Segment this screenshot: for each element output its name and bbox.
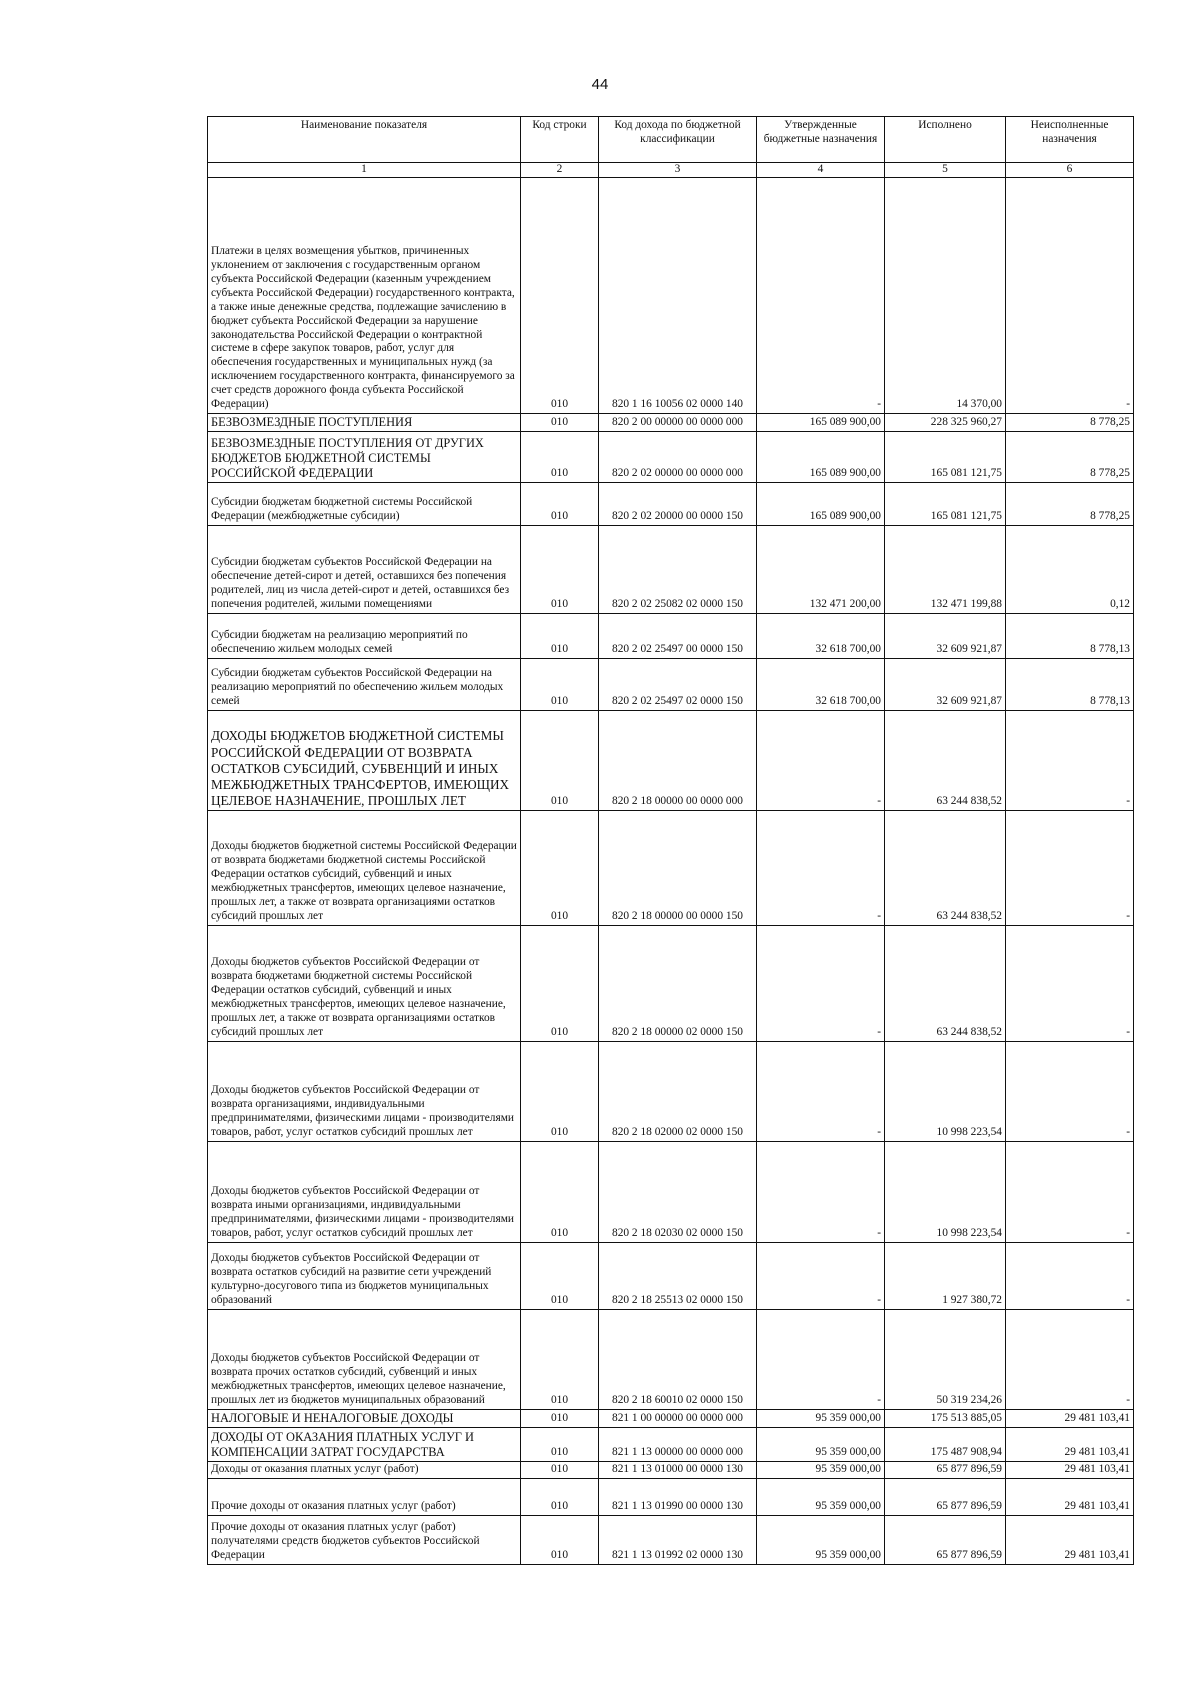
row-executed: 10 998 223,54 bbox=[885, 1041, 1006, 1141]
row-income-code: 820 2 02 00000 00 0000 000 bbox=[599, 431, 757, 482]
row-unexecuted: 29 481 103,41 bbox=[1006, 1427, 1134, 1461]
row-executed: 1 927 380,72 bbox=[885, 1242, 1006, 1309]
row-unexecuted: 29 481 103,41 bbox=[1006, 1409, 1134, 1427]
row-name: БЕЗВОЗМЕЗДНЫЕ ПОСТУПЛЕНИЯ bbox=[208, 414, 521, 432]
row-income-code: 821 1 13 01990 00 0000 130 bbox=[599, 1478, 757, 1515]
row-approved: - bbox=[757, 1141, 885, 1242]
row-income-code: 820 2 18 60010 02 0000 150 bbox=[599, 1309, 757, 1409]
row-name: БЕЗВОЗМЕЗДНЫЕ ПОСТУПЛЕНИЯ ОТ ДРУГИХ БЮДЖЕТОВ БЮДЖЕТНОЙ СИСТЕМЫ РОССИЙСКОЙ ФЕДЕРАЦИИ bbox=[208, 431, 521, 482]
row-line-code: 010 bbox=[521, 925, 599, 1041]
row-executed: 63 244 838,52 bbox=[885, 710, 1006, 810]
column-numbers-row bbox=[208, 163, 1134, 178]
table-row bbox=[208, 525, 1134, 613]
row-executed: 32 609 921,87 bbox=[885, 613, 1006, 658]
row-approved: - bbox=[757, 810, 885, 925]
column-number: 2 bbox=[521, 163, 599, 178]
row-unexecuted: - bbox=[1006, 925, 1134, 1041]
table-row bbox=[208, 1409, 1134, 1427]
table-row bbox=[208, 1309, 1134, 1409]
row-approved: - bbox=[757, 1242, 885, 1309]
row-name: Доходы бюджетов субъектов Российской Федерации от возврата бюджетами бюджетной системы Российской Федерации остатков субсидий, субвенций и иных межбюджетных трансфертов, имеющих целевое назначение, прошлых лет, а также от возврата организациями остатков субсидий прошлых лет bbox=[208, 925, 521, 1041]
column-number: 1 bbox=[208, 163, 521, 178]
row-unexecuted: - bbox=[1006, 1141, 1134, 1242]
row-line-code: 010 bbox=[521, 710, 599, 810]
row-line-code: 010 bbox=[521, 431, 599, 482]
row-name: Субсидии бюджетам на реализацию мероприятий по обеспечению жильем молодых семей bbox=[208, 613, 521, 658]
row-line-code: 010 bbox=[521, 1242, 599, 1309]
table-row bbox=[208, 1141, 1134, 1242]
row-income-code: 820 2 18 25513 02 0000 150 bbox=[599, 1242, 757, 1309]
row-name: Доходы бюджетов субъектов Российской Федерации от возврата организациями, индивидуальными предпринимателями, физическими лицами - производителями товаров, работ, услуг остатков субсидий прошлых лет bbox=[208, 1041, 521, 1141]
row-income-code: 820 2 18 00000 00 0000 000 bbox=[599, 710, 757, 810]
row-executed: 175 487 908,94 bbox=[885, 1427, 1006, 1461]
row-line-code: 010 bbox=[521, 1478, 599, 1515]
table-row bbox=[208, 431, 1134, 482]
column-number: 5 bbox=[885, 163, 1006, 178]
row-income-code: 821 1 13 00000 00 0000 000 bbox=[599, 1427, 757, 1461]
row-line-code: 010 bbox=[521, 1409, 599, 1427]
row-approved: 95 359 000,00 bbox=[757, 1515, 885, 1564]
row-unexecuted: 8 778,25 bbox=[1006, 482, 1134, 525]
row-unexecuted: 8 778,13 bbox=[1006, 658, 1134, 710]
table-row bbox=[208, 1515, 1134, 1564]
row-name: Доходы бюджетов бюджетной системы Российской Федерации от возврата бюджетами бюджетной системы Российской Федерации остатков субсидий, субвенций и иных межбюджетных трансфертов, имеющих целевое назначение, прошлых лет, а также от возврата организациями остатков субсидий прошлых лет bbox=[208, 810, 521, 925]
header-row bbox=[208, 117, 1134, 163]
table-row bbox=[208, 1478, 1134, 1515]
row-executed: 63 244 838,52 bbox=[885, 925, 1006, 1041]
row-line-code: 010 bbox=[521, 414, 599, 432]
row-income-code: 820 2 18 00000 00 0000 150 bbox=[599, 810, 757, 925]
row-unexecuted: - bbox=[1006, 1309, 1134, 1409]
row-approved: 32 618 700,00 bbox=[757, 658, 885, 710]
column-number: 4 bbox=[757, 163, 885, 178]
row-line-code: 010 bbox=[521, 1427, 599, 1461]
row-line-code: 010 bbox=[521, 1309, 599, 1409]
table-row bbox=[208, 178, 1134, 414]
row-income-code: 821 1 13 01992 02 0000 130 bbox=[599, 1515, 757, 1564]
row-name: Доходы от оказания платных услуг (работ) bbox=[208, 1461, 521, 1478]
table-row bbox=[208, 1242, 1134, 1309]
row-income-code: 820 1 16 10056 02 0000 140 bbox=[599, 178, 757, 414]
row-name: ДОХОДЫ БЮДЖЕТОВ БЮДЖЕТНОЙ СИСТЕМЫ РОССИЙСКОЙ ФЕДЕРАЦИИ ОТ ВОЗВРАТА ОСТАТКОВ СУБСИДИЙ, СУБВЕНЦИЙ И ИНЫХ МЕЖБЮДЖЕТНЫХ ТРАНСФЕРТОВ, ИМЕЮЩИХ ЦЕЛЕВОЕ НАЗНАЧЕНИЕ, ПРОШЛЫХ ЛЕТ bbox=[208, 710, 521, 810]
row-unexecuted: - bbox=[1006, 178, 1134, 414]
row-executed: 65 877 896,59 bbox=[885, 1478, 1006, 1515]
row-executed: 14 370,00 bbox=[885, 178, 1006, 414]
row-unexecuted: - bbox=[1006, 1041, 1134, 1141]
row-executed: 228 325 960,27 bbox=[885, 414, 1006, 432]
row-unexecuted: - bbox=[1006, 710, 1134, 810]
row-approved: 165 089 900,00 bbox=[757, 414, 885, 432]
table-row bbox=[208, 414, 1134, 432]
row-income-code: 820 2 18 02000 02 0000 150 bbox=[599, 1041, 757, 1141]
row-income-code: 820 2 18 00000 02 0000 150 bbox=[599, 925, 757, 1041]
row-line-code: 010 bbox=[521, 178, 599, 414]
row-approved: - bbox=[757, 178, 885, 414]
row-approved: 32 618 700,00 bbox=[757, 613, 885, 658]
row-line-code: 010 bbox=[521, 1461, 599, 1478]
row-name: НАЛОГОВЫЕ И НЕНАЛОГОВЫЕ ДОХОДЫ bbox=[208, 1409, 521, 1427]
row-approved: - bbox=[757, 925, 885, 1041]
row-unexecuted: 29 481 103,41 bbox=[1006, 1461, 1134, 1478]
table-row bbox=[208, 810, 1134, 925]
row-approved: 165 089 900,00 bbox=[757, 431, 885, 482]
column-number: 3 bbox=[599, 163, 757, 178]
revenue-table bbox=[207, 116, 1134, 1565]
row-unexecuted: - bbox=[1006, 810, 1134, 925]
table-row bbox=[208, 1041, 1134, 1141]
row-name: Доходы бюджетов субъектов Российской Федерации от возврата прочих остатков субсидий, субвенций и иных межбюджетных трансфертов, имеющих целевое назначение, прошлых лет из бюджетов муниципальных образований bbox=[208, 1309, 521, 1409]
row-name: Прочие доходы от оказания платных услуг (работ) bbox=[208, 1478, 521, 1515]
table-row bbox=[208, 658, 1134, 710]
row-name: ДОХОДЫ ОТ ОКАЗАНИЯ ПЛАТНЫХ УСЛУГ И КОМПЕНСАЦИИ ЗАТРАТ ГОСУДАРСТВА bbox=[208, 1427, 521, 1461]
row-approved: 95 359 000,00 bbox=[757, 1461, 885, 1478]
row-approved: 95 359 000,00 bbox=[757, 1478, 885, 1515]
row-executed: 175 513 885,05 bbox=[885, 1409, 1006, 1427]
row-income-code: 820 2 02 25497 00 0000 150 bbox=[599, 613, 757, 658]
row-name: Доходы бюджетов субъектов Российской Федерации от возврата остатков субсидий на развитие сети учреждений культурно-досугового типа из бюджетов муниципальных образований bbox=[208, 1242, 521, 1309]
row-name: Субсидии бюджетам субъектов Российской Федерации на обеспечение детей-сирот и детей, оставшихся без попечения родителей, лиц из числа детей-сирот и детей, оставшихся без попечения родителей, жилыми помещениями bbox=[208, 525, 521, 613]
row-unexecuted: 8 778,25 bbox=[1006, 414, 1134, 432]
row-line-code: 010 bbox=[521, 525, 599, 613]
row-unexecuted: 29 481 103,41 bbox=[1006, 1515, 1134, 1564]
row-approved: - bbox=[757, 710, 885, 810]
header-line-code: Код строки bbox=[521, 117, 599, 163]
row-line-code: 010 bbox=[521, 482, 599, 525]
row-line-code: 010 bbox=[521, 658, 599, 710]
table-row bbox=[208, 710, 1134, 810]
row-income-code: 820 2 02 20000 00 0000 150 bbox=[599, 482, 757, 525]
row-approved: - bbox=[757, 1041, 885, 1141]
row-approved: 95 359 000,00 bbox=[757, 1427, 885, 1461]
table-row bbox=[208, 925, 1134, 1041]
row-name: Субсидии бюджетам субъектов Российской Федерации на реализацию мероприятий по обеспечению жильем молодых семей bbox=[208, 658, 521, 710]
row-executed: 65 877 896,59 bbox=[885, 1515, 1006, 1564]
row-approved: 95 359 000,00 bbox=[757, 1409, 885, 1427]
row-approved: 132 471 200,00 bbox=[757, 525, 885, 613]
row-executed: 165 081 121,75 bbox=[885, 431, 1006, 482]
row-line-code: 010 bbox=[521, 613, 599, 658]
row-executed: 165 081 121,75 bbox=[885, 482, 1006, 525]
row-line-code: 010 bbox=[521, 1141, 599, 1242]
row-executed: 63 244 838,52 bbox=[885, 810, 1006, 925]
page-number: 44 bbox=[591, 76, 609, 93]
row-name: Платежи в целях возмещения убытков, причиненных уклонением от заключения с государственным органом субъекта Российской Федерации (казенным учреждением субъекта Российской Федерации) государственного контракта, а также иные денежные средства, подлежащие зачислению в бюджет субъекта Российской Федерации за нарушение законодательства Российской Федерации о контрактной системе в сфере закупок товаров, работ, услуг для обеспечения государственных и муниципальных нужд (за исключением государственного контракта, финансируемого за счет средств дорожного фонда субъекта Российской Федерации) bbox=[208, 178, 521, 414]
row-executed: 50 319 234,26 bbox=[885, 1309, 1006, 1409]
table-row bbox=[208, 1461, 1134, 1478]
row-executed: 65 877 896,59 bbox=[885, 1461, 1006, 1478]
header-income-code: Код дохода по бюджетной классификации bbox=[599, 117, 757, 163]
row-income-code: 821 1 13 01000 00 0000 130 bbox=[599, 1461, 757, 1478]
row-income-code: 820 2 00 00000 00 0000 000 bbox=[599, 414, 757, 432]
header-name: Наименование показателя bbox=[208, 117, 521, 163]
header-unexecuted: Неисполненные назначения bbox=[1006, 117, 1134, 163]
table-row bbox=[208, 482, 1134, 525]
row-income-code: 820 2 18 02030 02 0000 150 bbox=[599, 1141, 757, 1242]
header-approved: Утвержденные бюджетные назначения bbox=[757, 117, 885, 163]
row-approved: - bbox=[757, 1309, 885, 1409]
row-line-code: 010 bbox=[521, 810, 599, 925]
row-income-code: 821 1 00 00000 00 0000 000 bbox=[599, 1409, 757, 1427]
row-income-code: 820 2 02 25082 02 0000 150 bbox=[599, 525, 757, 613]
row-executed: 10 998 223,54 bbox=[885, 1141, 1006, 1242]
row-executed: 32 609 921,87 bbox=[885, 658, 1006, 710]
row-name: Субсидии бюджетам бюджетной системы Российской Федерации (межбюджетные субсидии) bbox=[208, 482, 521, 525]
column-number: 6 bbox=[1006, 163, 1134, 178]
row-unexecuted: - bbox=[1006, 1242, 1134, 1309]
table-row bbox=[208, 613, 1134, 658]
table-row bbox=[208, 1427, 1134, 1461]
row-line-code: 010 bbox=[521, 1515, 599, 1564]
row-name: Доходы бюджетов субъектов Российской Федерации от возврата иными организациями, индивидуальными предпринимателями, физическими лицами - производителями товаров, работ, услуг остатков субсидий прошлых лет bbox=[208, 1141, 521, 1242]
row-approved: 165 089 900,00 bbox=[757, 482, 885, 525]
header-executed: Исполнено bbox=[885, 117, 1006, 163]
row-unexecuted: 29 481 103,41 bbox=[1006, 1478, 1134, 1515]
row-unexecuted: 8 778,13 bbox=[1006, 613, 1134, 658]
row-executed: 132 471 199,88 bbox=[885, 525, 1006, 613]
row-unexecuted: 8 778,25 bbox=[1006, 431, 1134, 482]
row-line-code: 010 bbox=[521, 1041, 599, 1141]
row-unexecuted: 0,12 bbox=[1006, 525, 1134, 613]
row-income-code: 820 2 02 25497 02 0000 150 bbox=[599, 658, 757, 710]
row-name: Прочие доходы от оказания платных услуг (работ) получателями средств бюджетов субъектов Российской Федерации bbox=[208, 1515, 521, 1564]
